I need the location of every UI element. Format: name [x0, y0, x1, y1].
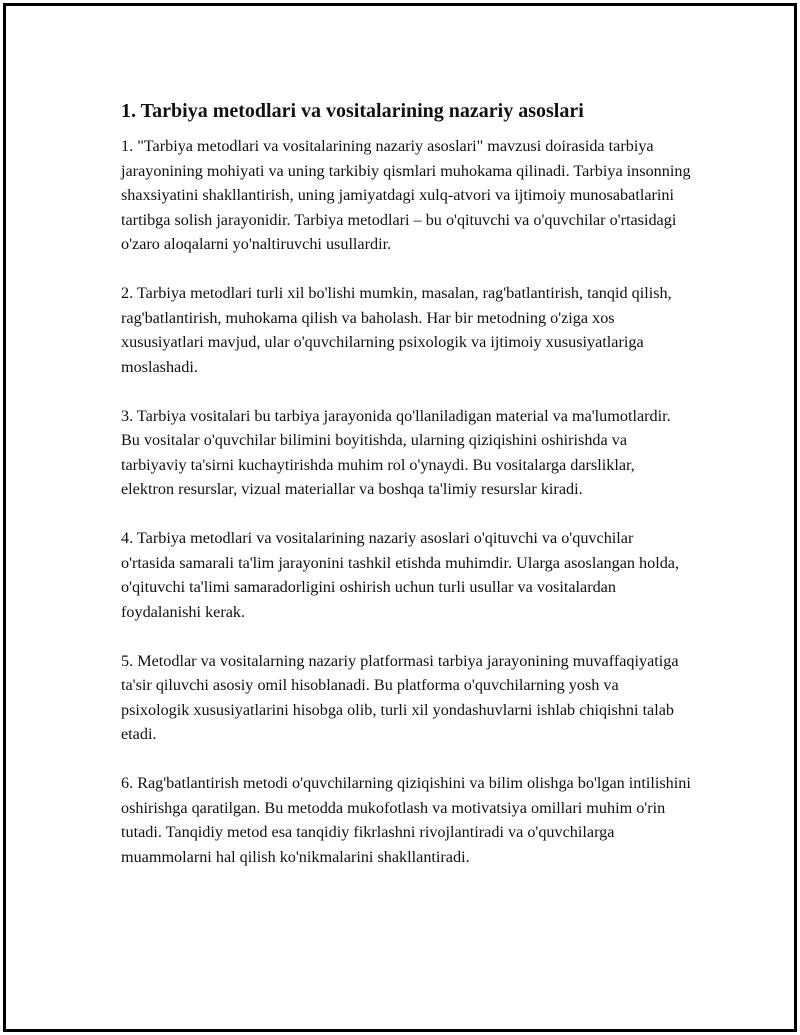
paragraph-2: 2. Tarbiya metodlari turli xil bo'lishi mumkin, masalan, rag'batlantirish, tanqid qilish, rag'batlantirish, muhokama qilish va baholash. Har bir metodning o'ziga xos xususiyatlari mavjud, ular o'quvchilarning psixologik va ijtimoiy xususiyatlariga moslashadi.	[121, 284, 672, 376]
paragraph-6: 6. Rag'batlantirish metodi o'quvchilarning qiziqishini va bilim olishga bo'lgan intilishini oshirishga qaratilgan. Bu metodda mukofotlash va motivatsiya omillari muhim o'rin tutadi. Tanqidiy metod esa tanqidiy fikrlashni rivojlantiradi va o'quvchilarga muammolarni hal qilish ko'nikmalarini shakllantiradi.	[121, 774, 691, 866]
document-title: 1. Tarbiya metodlari va vositalarining nazariy asoslari	[121, 100, 584, 122]
paragraph-5: 5. Metodlar va vositalarning nazariy platformasi tarbiya jarayonining muvaffaqiyatiga ta'sir qiluvchi asosiy omil hisoblanadi. Bu platforma o'quvchilarning yosh va psixologik xususiyatlarini hisobga olib, turli xil yondashuvlarni ishlab chiqishni talab etadi.	[121, 651, 679, 743]
paragraph-4: 4. Tarbiya metodlari va vositalarining nazariy asoslari o'qituvchi va o'quvchilar o'rtasida samarali ta'lim jarayonini tashkil etishda muhimdir. Ularga asoslangan holda, o'qituvchi ta'limi samaradorligini oshirish uchun turli usullar va vositalardan foydalanishi kerak.	[121, 529, 680, 621]
document-body	[121, 98, 691, 869]
paragraph-1: 1. "Tarbiya metodlari va vositalarining nazariy asoslari" mavzusi doirasida tarbiya jarayonining mohiyati va uning tarkibiy qismlari muhokama qilinadi. Tarbiya insonning shaxsiyatini shakllantirish, uning jamiyatdagi xulq-atvori va ijtimoiy munosabatlarini tartibga solish jarayonidir. Tarbiya metodlari – bu o'qituvchi va o'quvchilar o'rtasidagi o'zaro aloqalarni yo'naltiruvchi usullardir.	[121, 137, 691, 253]
paragraph-3: 3. Tarbiya vositalari bu tarbiya jarayonida qo'llaniladigan material va ma'lumotlardir. Bu vositalar o'quvchilar bilimini boyitishda, ularning qiziqishini oshirishda va tarbiyaviy ta'sirni kuchaytirishda muhim rol o'ynaydi. Bu vositalarga darsliklar, elektron resurslar, vizual materiallar va boshqa ta'limiy resurslar kiradi.	[121, 406, 671, 498]
page-frame	[3, 3, 797, 1032]
